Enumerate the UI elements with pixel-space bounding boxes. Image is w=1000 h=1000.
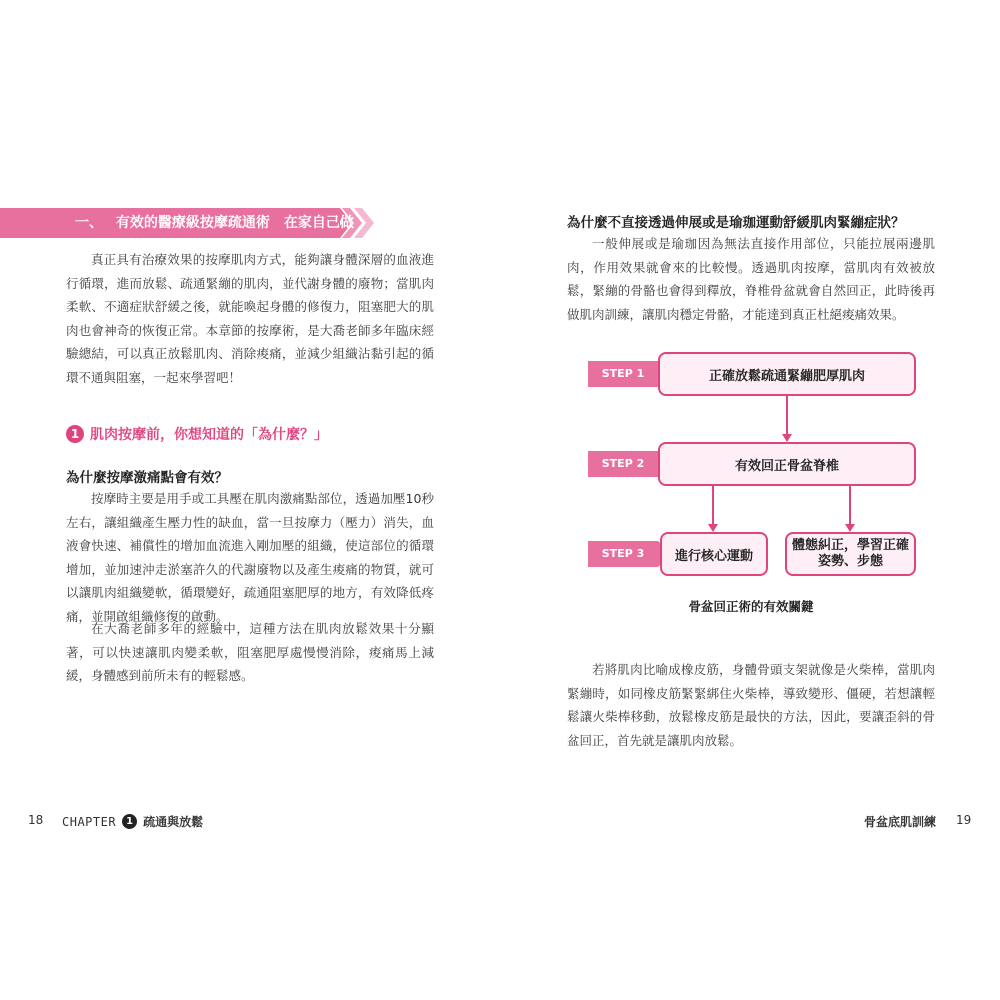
page-number-left: 18 [28, 813, 44, 827]
book-title-footer: 骨盆底肌訓練 [864, 815, 937, 829]
question-heading-2: 為什麼不直接透過伸展或是瑜珈運動舒緩肌肉緊繃症狀？ [567, 215, 905, 231]
chapter-label: CHAPTER [62, 814, 117, 829]
flowchart-caption: 骨盆回正術的有效關鍵 [688, 599, 814, 614]
question-heading-1: 為什麼按摩激痛點會有效？ [66, 470, 228, 486]
flow-box-posture-line2: 姿勢、步態 [817, 554, 883, 569]
chapter-title: 疏通與放鬆 [143, 815, 204, 829]
flow-box-posture-line1: 體態糾正，學習正確 [791, 538, 909, 553]
banner-heading: 有效的醫療級按摩疏通術 在家自己做 [115, 215, 354, 231]
section-title: 肌肉按摩前，你想知道的「為什麼？」 [90, 427, 328, 443]
paragraph-experience: 在大喬老師多年的經驗中，這種方法在肌肉放鬆效果十分顯著，可以快速讓肌肉變柔軟，阻塞肥厚處慢慢消除，痠痛馬上減緩，身體感到前所未有的輕鬆感。 [66, 621, 434, 683]
flow-box-align-pelvis: 有效回正骨盆脊椎 [658, 442, 916, 486]
paragraph-trigger-point: 按摩時主要是用手或工具壓在肌肉激痛點部位，透過加壓10秒左右，讓組織產生壓力性的缺血，當一旦按摩力（壓力）消失，血液會快速、補償性的增加血流進入剛加壓的組織，使這部位的循環增加，並加速沖走淤塞許久的代謝廢物以及產生痠痛的物質，就可以讓肌肉組織變軟，循環變好，疏通阻塞肥厚的地方，有效降低疼痛，並開啟組織修復的啟動。 [66, 491, 434, 624]
step3-label: STEP 3 [601, 547, 645, 560]
chapter-footer [62, 813, 203, 830]
step2-label-wrap [588, 451, 658, 477]
step3-label-wrap [588, 541, 658, 567]
step2-label: STEP 2 [601, 457, 645, 470]
paragraph-rubber-band: 若將肌肉比喻成橡皮筋，身體骨頭支架就像是火柴棒，當肌肉緊繃時，如同橡皮筋緊緊綁住火柴棒，導致變形、僵硬，若想讓輕鬆讓火柴棒移動，放鬆橡皮筋是最快的方法，因此，要讓歪斜的骨盆回正，首先就是讓肌肉放鬆。 [567, 662, 935, 748]
page-number-right: 19 [956, 813, 972, 827]
section-number-badge: 1 [66, 425, 84, 443]
section-heading [66, 424, 328, 444]
flow-box-relax-muscles: 正確放鬆疏通緊繃肥厚肌肉 [658, 352, 916, 396]
chapter-number-badge: 1 [122, 814, 137, 829]
flow-box-core-exercise: 進行核心運動 [660, 532, 768, 576]
banner-prefix: 一、 [75, 215, 103, 231]
step1-label-wrap [588, 361, 658, 387]
banner-title [75, 208, 354, 238]
paragraph-stretching: 一般伸展或是瑜珈因為無法直接作用部位，只能拉展兩邊肌肉，作用效果就會來的比較慢。透過肌肉按摩，當肌肉有效被放鬆，緊繃的骨骼也會得到釋放，脊椎骨盆就會自然回正，此時後再做肌肉訓練，讓肌肉穩定骨骼，才能達到真正杜絕痠痛效果。 [567, 236, 935, 322]
flow-box-posture [785, 532, 916, 576]
intro-paragraph: 真正具有治療效果的按摩肌肉方式，能夠讓身體深層的血液進行循環，進而放鬆、疏通緊繃的肌肉，並代謝身體的廢物；當肌肉柔軟、不適症狀舒緩之後，就能喚起身體的修復力，阻塞肥大的肌肉也會神奇的恢復正常。本章節的按摩術，是大喬老師多年臨床經驗總結，可以真正放鬆肌肉、消除痠痛，並減少組織沾黏引起的循環不通與阻塞，一起來學習吧！ [66, 252, 434, 385]
step1-label: STEP 1 [601, 367, 645, 380]
